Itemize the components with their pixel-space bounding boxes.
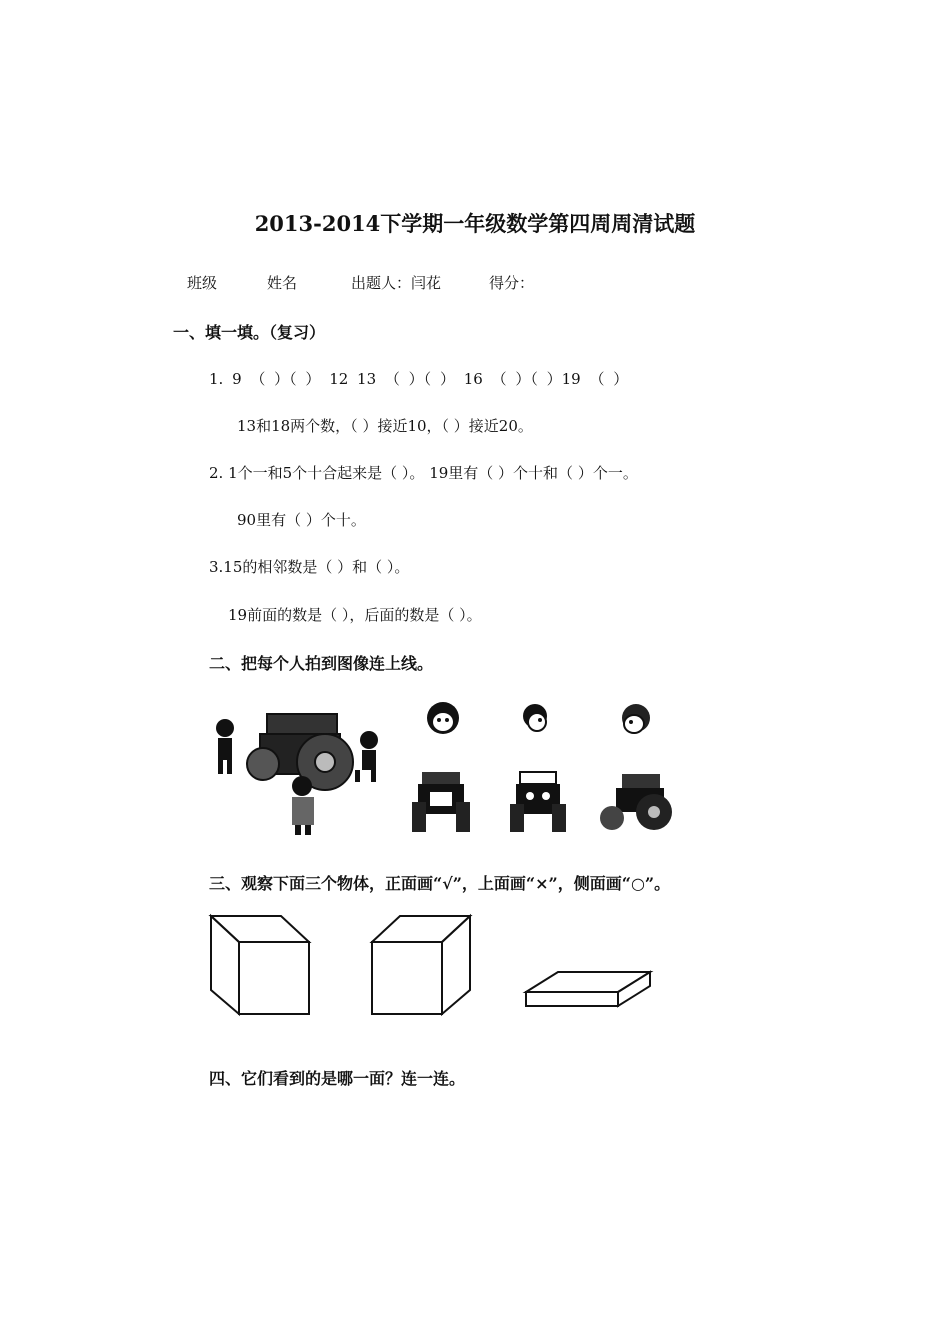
tractor-view-3-image	[598, 770, 672, 834]
question-2a: 2. 1个一和5个十合起来是（ ）。 19里有（ ）个十和（ ）个一。	[209, 464, 638, 482]
section4-heading: 四、它们看到的是哪一面？连一连。	[209, 1069, 466, 1088]
flat-block-figure	[522, 966, 656, 1012]
score-label: 得分：	[489, 274, 535, 292]
question-1a: 1. 9 （ ）（ ） 12 13 （ ）（ ） 16 （ ）（ ）19 （ ）	[209, 370, 629, 388]
child-face-2-image	[515, 700, 555, 740]
section2-heading: 二、把每个人拍到图像连上线。	[209, 654, 434, 673]
cube-1-figure	[205, 910, 315, 1020]
tractor-view-1-image	[410, 768, 472, 836]
page-title: 2013-2014下学期一年级数学第四周周清试题	[254, 211, 696, 236]
name-label: 姓名	[267, 274, 298, 292]
section1-heading: 一、填一填。（复习）	[173, 323, 326, 342]
section3-heading: 三、观察下面三个物体，正面画“√”，上面画“×”，侧面画“○”。	[209, 874, 671, 893]
cube-2-figure	[366, 910, 476, 1020]
tractor-scene-image	[205, 700, 385, 840]
author-label: 出题人：闫花	[351, 274, 442, 292]
child-face-1-image	[420, 698, 466, 742]
child-face-3-image	[614, 700, 658, 744]
tractor-view-2-image	[508, 768, 568, 836]
question-3b: 19前面的数是（ ），后面的数是（ ）。	[228, 606, 482, 624]
question-3a: 3.15的相邻数是（ ）和（ ）。	[209, 558, 410, 576]
question-1b: 13和18两个数，（ ）接近10，（ ）接近20。	[237, 417, 533, 435]
class-label: 班级	[187, 274, 218, 292]
question-2b: 90里有（ ）个十。	[237, 511, 366, 529]
